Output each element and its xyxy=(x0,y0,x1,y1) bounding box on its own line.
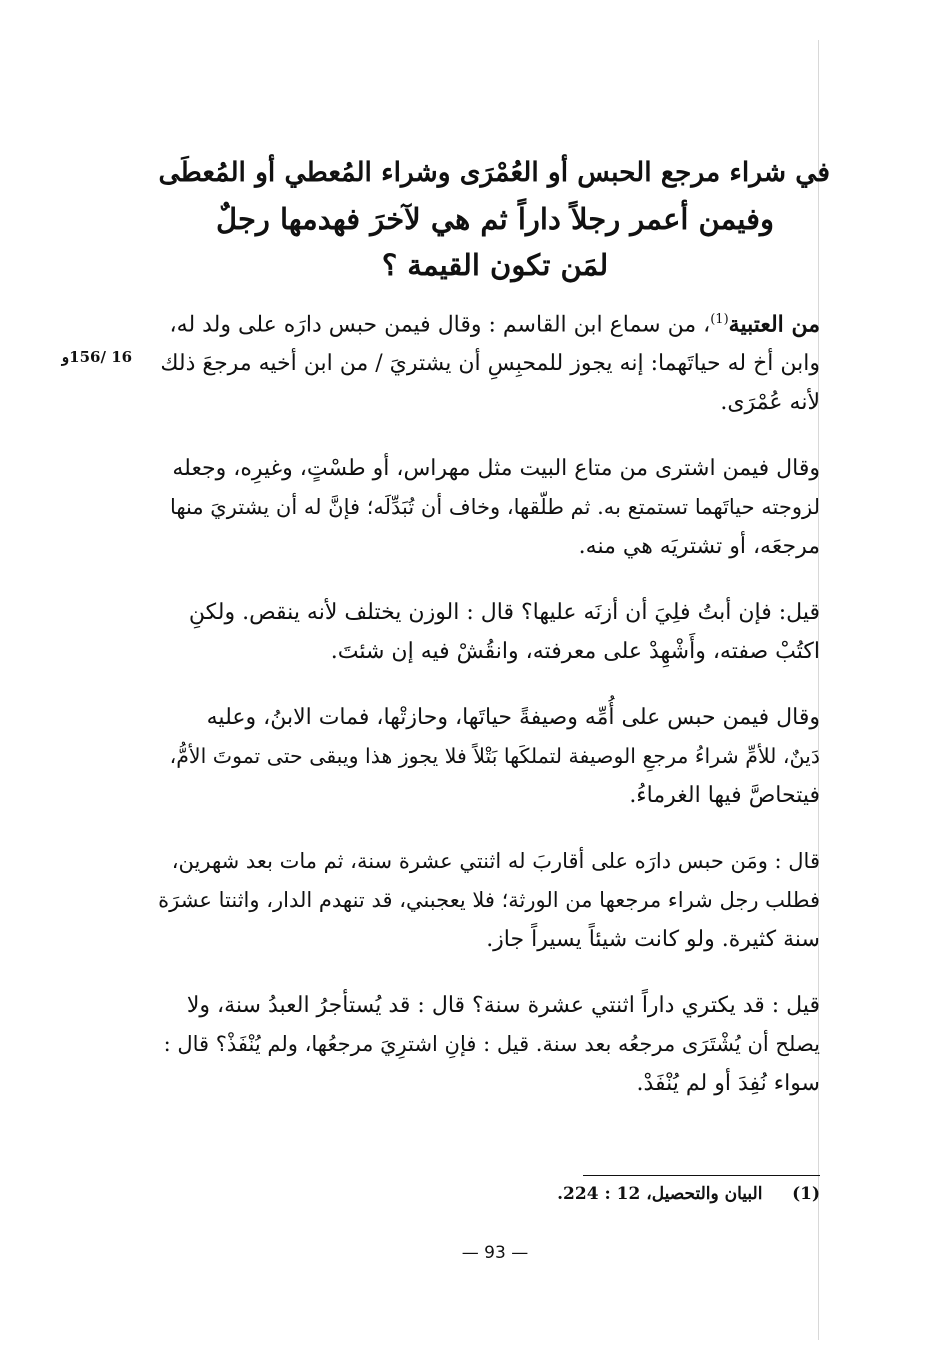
paragraph-1 xyxy=(158,300,820,422)
paragraph-2-line-1: وقال فيمن اشترى من متاع البيت مثل مهراس، أو طسْتٍ، وغيرِه، وجعله xyxy=(172,456,820,482)
paragraph-3-line-1: قيل: فإن أبتُ فلِيَ أن أزنَه عليها؟ قال : الوزن يختلف لأنه ينقص. ولكنِ xyxy=(188,600,820,626)
paragraph-1-line-1: من العتبية$^{(1)}$، من سماع ابن القاسم : وقال فيمن حبس دارَه على ولد له، xyxy=(169,311,820,338)
heading-line-3: لمَن تكون القيمة ؟ xyxy=(381,248,609,282)
paragraph-4 xyxy=(158,698,820,815)
paragraph-3-line-2: اكتُبْ صفته، وأَشْهِدْ على معرفته، وانقُشْ فيه إن شئتَ. xyxy=(330,639,820,665)
paragraph-4-line-3: فيتحاصَّ فيها الغرماءُ. xyxy=(629,783,820,809)
paragraph-2 xyxy=(158,449,820,566)
footnote-separator xyxy=(583,1175,820,1176)
paragraph-5 xyxy=(158,842,820,959)
source-title: من العتبية xyxy=(728,311,820,338)
paragraph-6-line-3: سواء نُفِدَ أو لم يُنْفَدْ. xyxy=(636,1071,820,1097)
paragraph-5-line-1: قال : ومَن حبس دارَه على أقاربَ له اثنتي عشرة سنة، ثم مات بعد شهرين، xyxy=(171,849,820,874)
manuscript-folio-reference: 16 /156و xyxy=(61,348,133,366)
paragraph-6-line-2: يصلح أن يُشْتَرَى مرجعُه بعد سنة. قيل : فإنِ اشترِيَ مرجعُها، ولم يُنْفَذْ؟ قال : xyxy=(163,1032,820,1057)
heading-line-1: في شراء مرجع الحبس أو العُمْرَى وشراء المُعطي أو المُعطَى xyxy=(158,157,830,188)
body-text xyxy=(158,300,820,1130)
chapter-heading xyxy=(160,150,830,288)
paragraph-3 xyxy=(158,593,820,671)
paragraph-2-line-3: مرجعَه، أو تشتريَه هي منه. xyxy=(578,534,820,560)
footnote-text: البيان والتحصيل، 12 : 224. xyxy=(557,1184,763,1204)
heading-line-2: وفيمن أعمر رجلاً داراً ثم هي لآخرَ فهدمها رجلٌ xyxy=(215,202,774,236)
paragraph-5-line-3: سنة كثيرة. ولو كانت شيئاً يسيراً جاز. xyxy=(486,927,820,953)
paragraph-6-line-1: قيل : قد يكتري داراً اثنتي عشرة سنة؟ قال : قد يُستأجرُ العبدُ سنة، ولا xyxy=(186,993,820,1019)
footnote-number: (1) xyxy=(792,1184,820,1204)
footnote xyxy=(520,1184,820,1204)
paragraph-6 xyxy=(158,986,820,1103)
footnote-reference: (1) xyxy=(710,312,729,327)
paragraph-4-line-2: دَينٌ، للأمِّ شراءُ مرجعِ الوصيفة لتملكَها بَتْلاً فلا يجوز هذا ويبقى حتى تموتَ الأمُّ، xyxy=(169,744,820,769)
paragraph-1-line-2: وابن أخ له حياتَهما: إنه يجوز للمحبِسِ أن يشتريَ / من ابن أخيه مرجعَ ذلك xyxy=(160,351,820,377)
paragraph-1-line-3: لأنه عُمْرَى. xyxy=(720,390,820,416)
paragraph-2-line-2: لزوجته حياتَهما تستمتع به. ثم طلّقها، وخاف أن تُبَدِّلَه؛ فإنَّ له أن يشتريَ منها xyxy=(169,495,820,520)
paragraph-4-line-1: وقال فيمن حبس على أُمِّه وصيفةً حياتَها، وحازتْها، فمات الابنُ، وعليه xyxy=(206,705,820,731)
page-number: — 93 — xyxy=(461,1243,529,1263)
paragraph-5-line-2: فطلب رجل شراء مرجعها من الورثة؛ فلا يعجبني، قد تنهدم الدار، واثنتا عشرَة xyxy=(158,888,820,913)
